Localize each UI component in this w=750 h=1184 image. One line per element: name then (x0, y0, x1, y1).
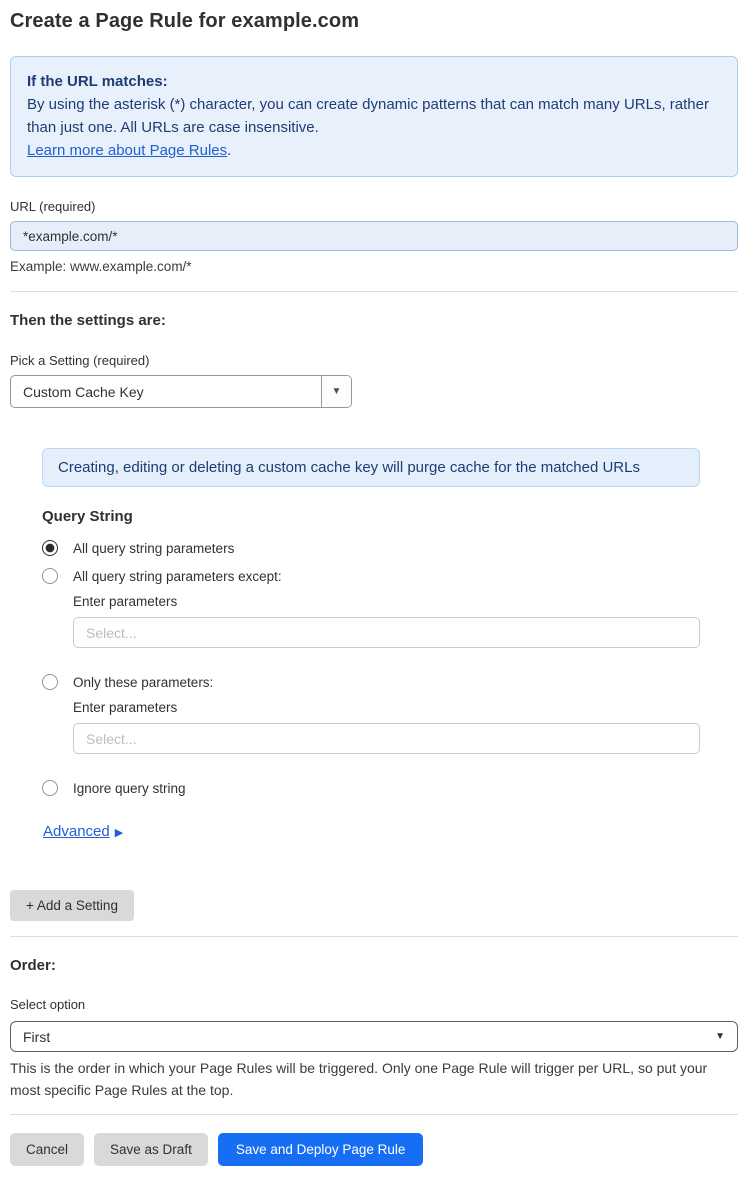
url-input[interactable] (10, 221, 738, 251)
enter-parameters-label: Enter parameters (73, 700, 178, 715)
footer-actions (10, 1133, 738, 1166)
order-select[interactable] (10, 1021, 738, 1052)
order-heading: Order: (10, 957, 56, 974)
page-title: Create a Page Rule for example.com (10, 10, 360, 32)
divider (10, 1114, 738, 1115)
query-string-heading: Query String (42, 508, 133, 525)
pick-setting-label: Pick a Setting (required) (10, 353, 150, 368)
except-params-sub (73, 594, 700, 648)
info-box-heading: If the URL matches: (27, 73, 168, 90)
query-string-section (42, 508, 700, 840)
info-box-body: By using the asterisk (*) character, you can create dynamic patterns that can match many URLs, rather than just one. All URLs are case insensitive. (27, 96, 709, 136)
enter-parameters-label: Enter parameters (73, 594, 178, 609)
only-params-sub (73, 700, 700, 754)
link-period: . (227, 142, 232, 159)
order-select-value: First (23, 1028, 51, 1045)
triangle-right-icon: ▶ (114, 827, 124, 839)
radio-row-ignore (42, 780, 700, 796)
save-draft-button[interactable]: Save as Draft (94, 1133, 208, 1166)
settings-heading: Then the settings are: (10, 312, 166, 329)
radio-row-all-except (42, 568, 700, 584)
radio-all-except-label[interactable]: All query string parameters except: (73, 568, 282, 584)
radio-all-except[interactable] (42, 568, 58, 584)
cache-key-notice: Creating, editing or deleting a custom cache key will purge cache for the matched URLs (42, 448, 700, 487)
radio-only-these-label[interactable]: Only these parameters: (73, 674, 214, 690)
except-parameters-input[interactable] (73, 617, 700, 648)
setting-dropdown[interactable] (10, 375, 352, 408)
divider (10, 291, 738, 292)
radio-row-only-these (42, 674, 700, 690)
chevron-down-icon: ▼ (715, 1030, 725, 1042)
radio-ignore-query[interactable] (42, 780, 58, 796)
radio-row-all-params (42, 540, 700, 556)
url-field-label: URL (required) (10, 199, 96, 214)
setting-dropdown-value: Custom Cache Key (23, 383, 144, 400)
save-deploy-button[interactable]: Save and Deploy Page Rule (218, 1133, 424, 1166)
order-help-text: This is the order in which your Page Rules will be triggered. Only one Page Rule will trigger per URL, so put your most specific Page Rules at the top. (10, 1060, 708, 1098)
divider (10, 936, 738, 937)
info-box-link-row (27, 139, 721, 162)
radio-ignore-query-label[interactable]: Ignore query string (73, 780, 186, 796)
order-select-label: Select option (10, 997, 86, 1012)
radio-all-params[interactable] (42, 540, 58, 556)
cancel-button[interactable]: Cancel (10, 1133, 84, 1166)
advanced-link[interactable]: Advanced (43, 823, 110, 840)
url-example-text: Example: www.example.com/* (10, 259, 192, 274)
setting-dropdown-arrow-box[interactable] (321, 376, 351, 407)
chevron-down-icon: ▼ (331, 385, 342, 397)
radio-all-params-label[interactable]: All query string parameters (73, 540, 235, 556)
advanced-row (43, 823, 700, 840)
url-match-info-box (10, 56, 738, 177)
learn-more-link[interactable]: Learn more about Page Rules (27, 142, 228, 159)
radio-only-these[interactable] (42, 674, 58, 690)
only-parameters-input[interactable] (73, 723, 700, 754)
add-setting-button[interactable]: + Add a Setting (10, 890, 134, 921)
